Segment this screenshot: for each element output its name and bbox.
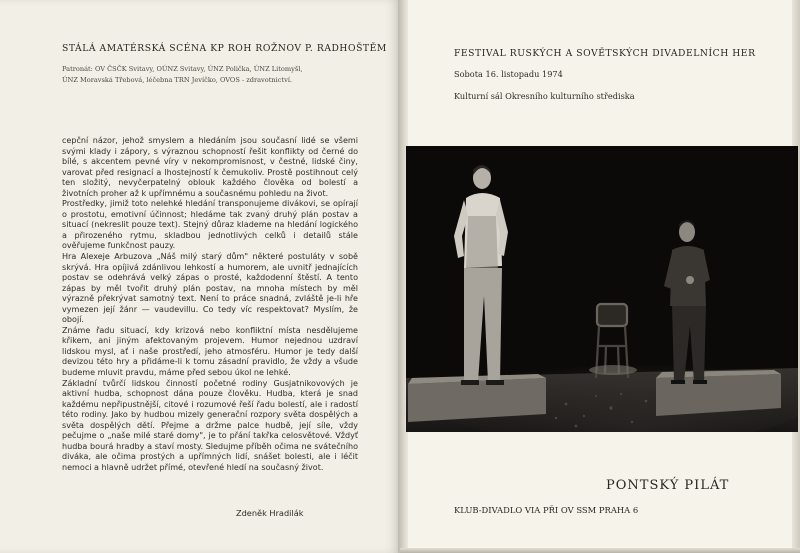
- author-signature: Zdeněk Hradilák: [236, 508, 304, 518]
- page-bottom-edge: [400, 548, 800, 553]
- essay-paragraph-4: Známe řadu situací, kdy krizová nebo konfliktní místa nesdělujeme křikem, ani jiným afektovaným projevem. Humor nejednou uzdraví lidskou mysl, ať i naše prostředí, jeho atmosféru. Humor je tedy další devizou této hry a přidáme-li k tomu zásadní pravidlo, že vždy a všude budeme mluvit pravdu, máme před sebou úkol ne lehké.: [62, 325, 358, 378]
- essay-body: [62, 136, 358, 474]
- essay-paragraph-1: cepční názor, jehož smyslem a hledáním jsou současní lidé se všemi svými klady i zápory, s výraznou schopností řešit konflikty od černé do bílé, s akcentem pevné víry v nekompromisnost, v čestné, lidské činy, varovat před resignací a lhostejností k čemukoliv. Prostě postihnout celý ten složitý, nevyčerpatelný oblouk každého člověka od bolestí a životních proher až k upřímnému a současnému pohledu na život.: [62, 136, 358, 198]
- festival-venue: Kulturní sál Okresního kulturního střediska: [454, 91, 635, 101]
- play-title: PONTSKÝ PILÁT: [606, 478, 730, 493]
- theatre-name-heading: STÁLÁ AMATÉRSKÁ SCÉNA KP ROH ROŽNOV P. RADHOŠTĚM: [62, 43, 387, 54]
- theatre-club-name: KLUB-DIVADLO VIA PŘI OV SSM PRAHA 6: [454, 505, 639, 515]
- stage-photo-illustration: [406, 146, 798, 432]
- festival-date: Sobota 16. listopadu 1974: [454, 69, 563, 79]
- essay-paragraph-3: Hra Alexeje Arbuzova „Náš milý starý dům" některé postuláty v sobě skrývá. Hra opíjivá zdánlivou lehkostí a humorem, ale uvnitř jednajících postav se odehrává velký zápas o prosté, každodenní štěstí. A tento zápas by měl tvořit druhý plán postav, na mnoha místech by měl výrazně překrývat samotný text. Není to práce snadná, zvláště je-li hře vymezen její žánr — vaudevillu. Co tedy víc respektovat? Myslím, že obojí.: [62, 252, 358, 325]
- essay-paragraph-2: Prostředky, jimiž toto nelehké hledání transponujeme divákovi, se opírají o prostotu, emotivní účinnost; hledáme tak zvaný druhý plán postav a situací (nekreslit pouze text). Stejný důraz klademe na hledání logického a přirozeného rytmu, skladbou jednotlivých celků i detailů stále ověřujeme funkčnost pauzy.: [62, 199, 358, 251]
- patronage-note: [62, 64, 382, 86]
- festival-title: FESTIVAL RUSKÝCH A SOVĚTSKÝCH DIVADELNÍCH HER: [454, 48, 756, 59]
- patronage-line-1: Patronát: OV ČSČK Svitavy, OÚNZ Svitavy, ÚNZ Polička, ÚNZ Litomyšl,: [62, 65, 303, 73]
- stage-photograph: [406, 146, 798, 432]
- essay-paragraph-5: Základní tvůrčí lidskou činností početné rodiny Gusjatnikovových je aktivní hudba, schopnost dána pouze člověku. Hudba, která je snad každému nepřipustnější, citové i rozumové řeší řadu bolestí, ale i radostí této rodiny. Jako by hudbou mizely generační rozpory světa dospělých a světa dospělých dětí. Přejme a držme palce hudbě, její síle, vždy pečujme o „naše milé staré domy", je to přání takřka celosvětové. Vždyť hudba bourá hradby a staví mosty. Sledujme příběh očima ne svátečního diváka, ale očima prostých a upřímných lidí, snášet bolesti, ale i léčit nemoci a hlavně udržet přímé, otevřené hledí na současný život.: [62, 378, 358, 472]
- patronage-line-2: ÚNZ Moravská Třebová, léčebna TRN Jevíčko, OVOS - zdravotnictví.: [62, 76, 293, 84]
